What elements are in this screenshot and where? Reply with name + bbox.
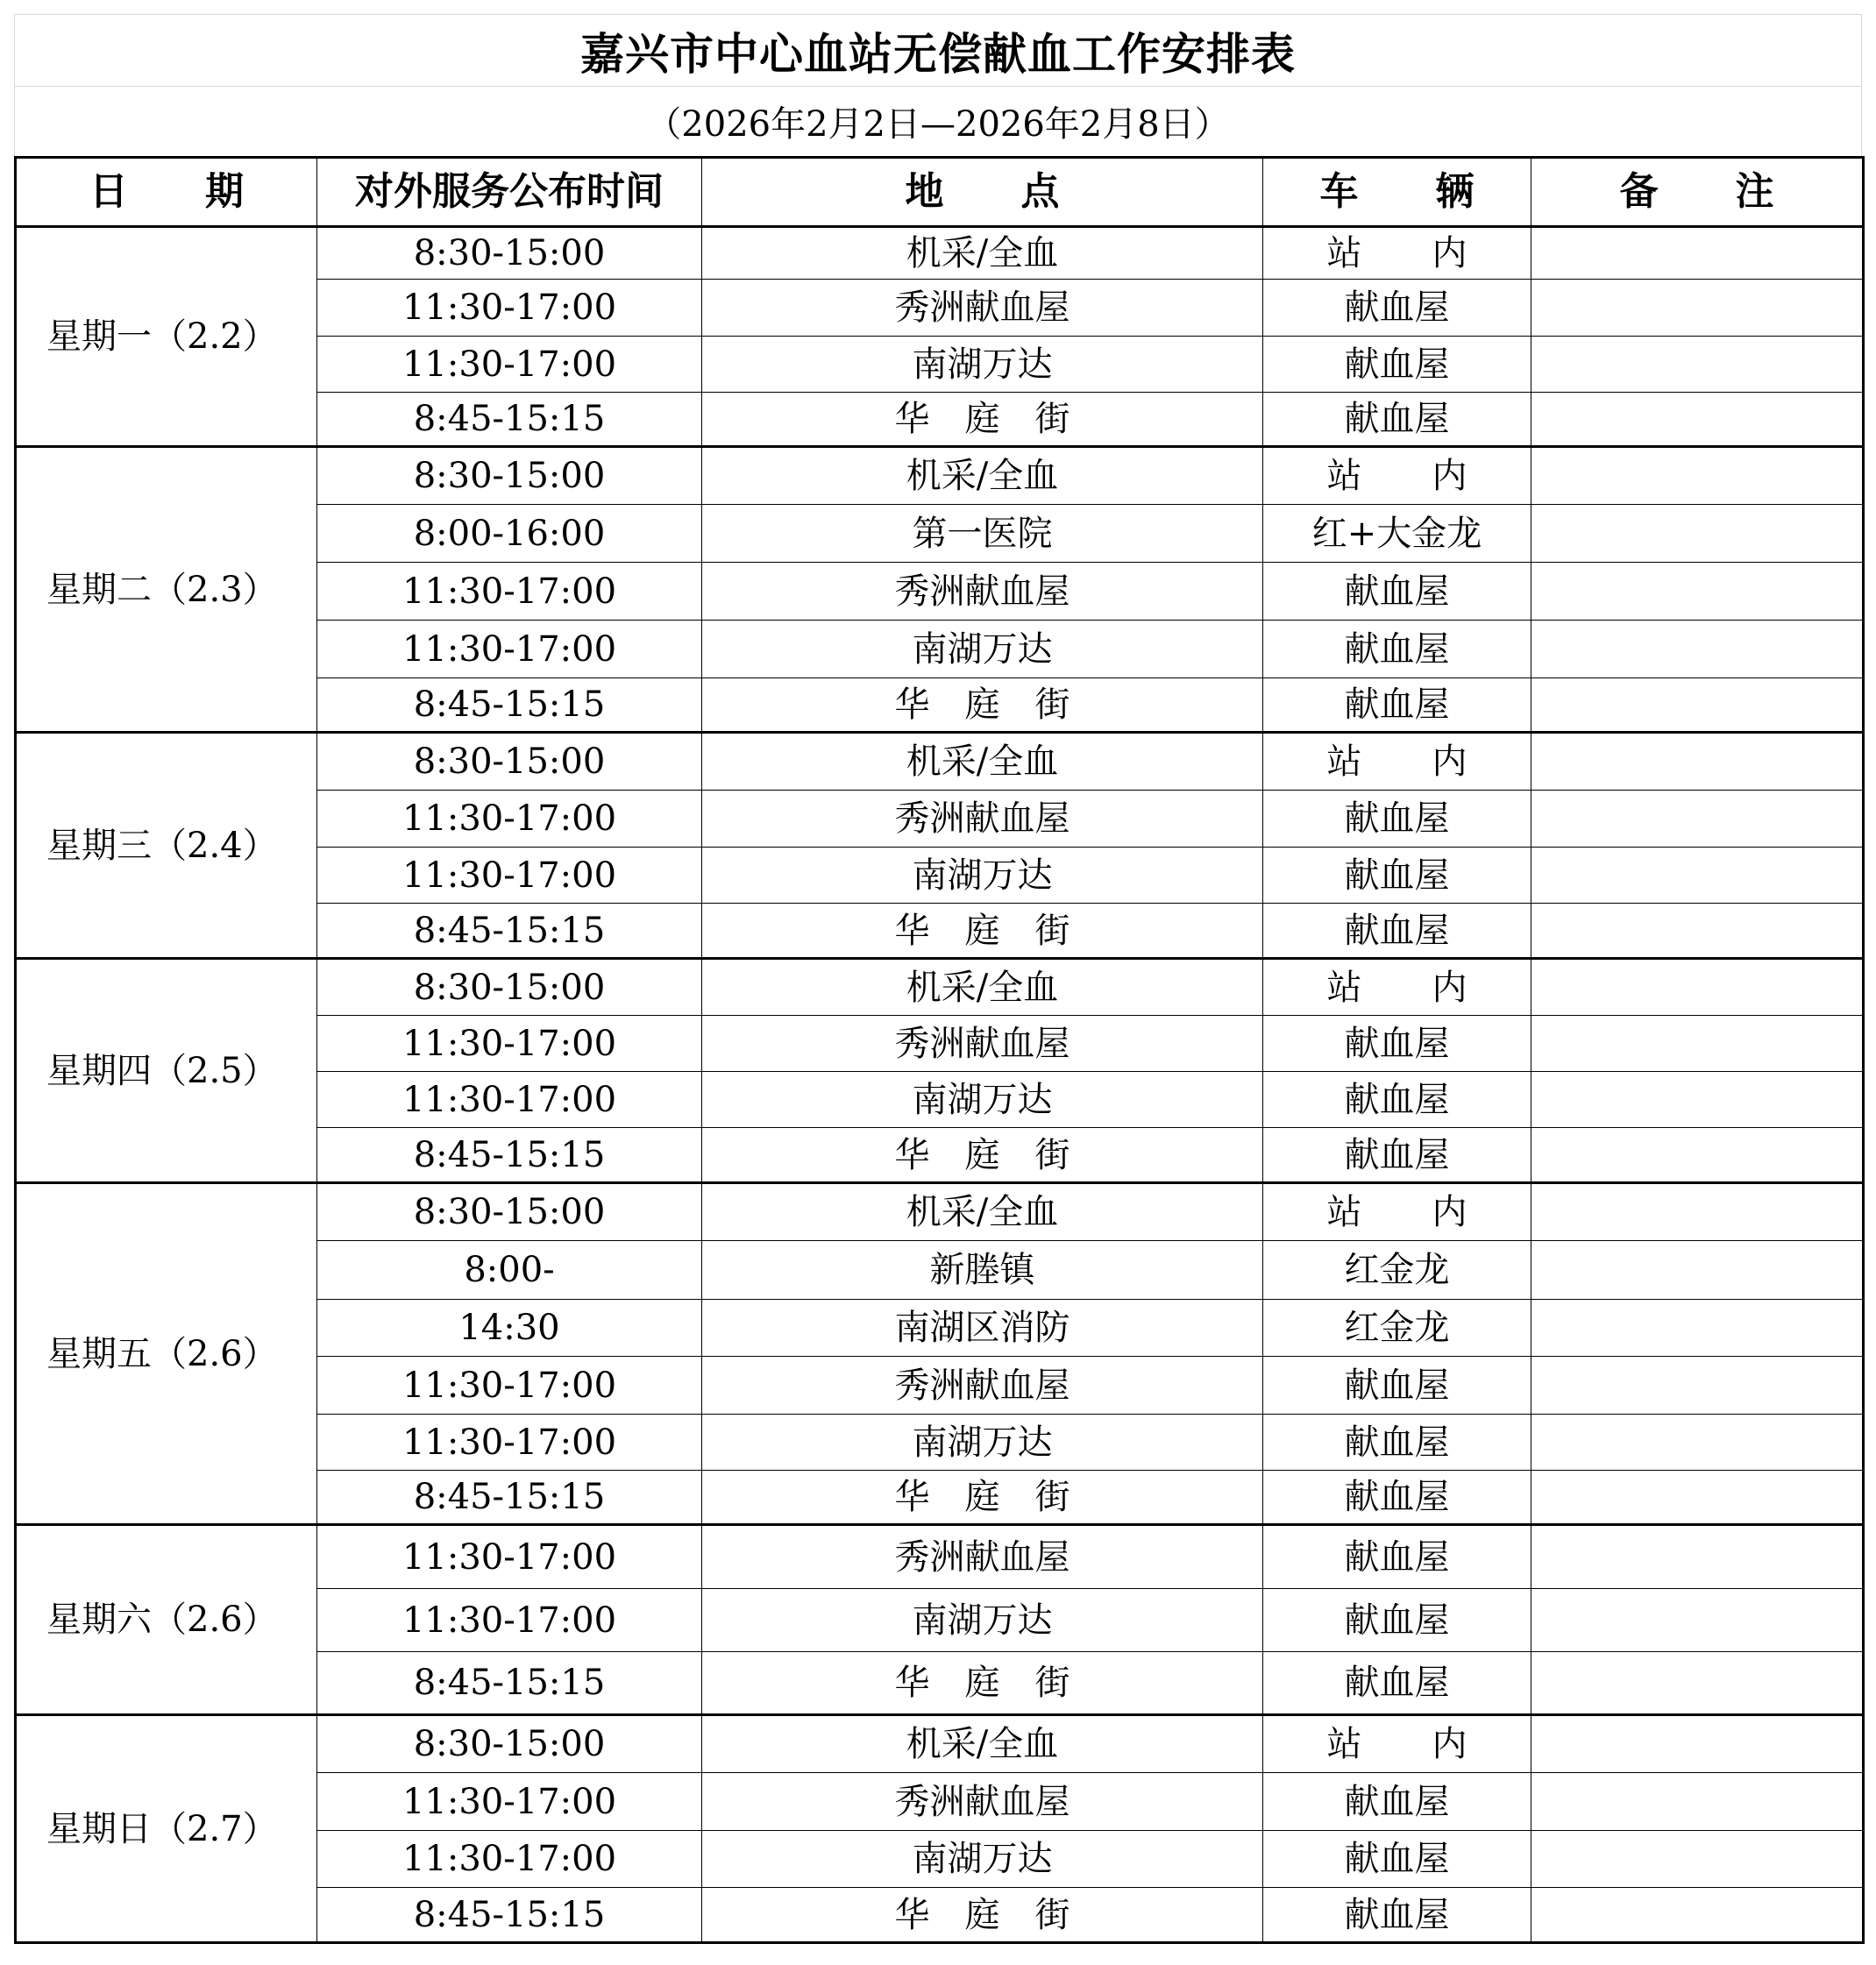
- note-cell: [1531, 1357, 1864, 1415]
- vehicle-cell: 献血屋: [1263, 1652, 1531, 1715]
- time-cell: 8:45-15:15: [317, 904, 702, 959]
- time-cell: 14:30: [317, 1300, 702, 1357]
- location-cell: 机采/全血: [702, 447, 1263, 505]
- vehicle-cell: 献血屋: [1263, 1016, 1531, 1072]
- note-cell: [1531, 1241, 1864, 1300]
- vehicle-cell: 献血屋: [1263, 1888, 1531, 1943]
- vehicle-cell: 献血屋: [1263, 1831, 1531, 1888]
- schedule-sheet: [14, 14, 1862, 1944]
- vehicle-cell: 献血屋: [1263, 848, 1531, 904]
- location-cell: 华 庭 街: [702, 393, 1263, 447]
- time-cell: 11:30-17:00: [317, 791, 702, 848]
- location-cell: 秀洲献血屋: [702, 1773, 1263, 1831]
- vehicle-cell: 献血屋: [1263, 563, 1531, 621]
- table-row: [16, 227, 1864, 280]
- time-cell: 11:30-17:00: [317, 1831, 702, 1888]
- vehicle-cell: 献血屋: [1263, 791, 1531, 848]
- vehicle-cell: 站 内: [1263, 1183, 1531, 1241]
- location-cell: 华 庭 街: [702, 1471, 1263, 1525]
- time-cell: 8:45-15:15: [317, 1888, 702, 1943]
- location-cell: 秀洲献血屋: [702, 791, 1263, 848]
- note-cell: [1531, 447, 1864, 505]
- note-cell: [1531, 678, 1864, 733]
- day-label: 星期六（2.6）: [16, 1525, 317, 1715]
- note-cell: [1531, 280, 1864, 337]
- day-label: 星期日（2.7）: [16, 1715, 317, 1943]
- page-title: 嘉兴市中心血站无偿献血工作安排表: [580, 28, 1296, 80]
- vehicle-cell: 献血屋: [1263, 678, 1531, 733]
- location-cell: 华 庭 街: [702, 904, 1263, 959]
- header-location: 地 点: [702, 158, 1263, 227]
- location-cell: 南湖万达: [702, 621, 1263, 678]
- vehicle-cell: 献血屋: [1263, 337, 1531, 393]
- table-row: [16, 1183, 1864, 1241]
- header-time: 对外服务公布时间: [317, 158, 702, 227]
- table-row: [16, 447, 1864, 505]
- location-cell: 南湖万达: [702, 337, 1263, 393]
- vehicle-cell: 站 内: [1263, 447, 1531, 505]
- time-cell: 8:30-15:00: [317, 1715, 702, 1773]
- time-cell: 11:30-17:00: [317, 1016, 702, 1072]
- location-cell: 华 庭 街: [702, 1888, 1263, 1943]
- note-cell: [1531, 733, 1864, 791]
- time-cell: 11:30-17:00: [317, 1773, 702, 1831]
- location-cell: 华 庭 街: [702, 1652, 1263, 1715]
- vehicle-cell: 献血屋: [1263, 1525, 1531, 1589]
- vehicle-cell: 献血屋: [1263, 1589, 1531, 1652]
- note-cell: [1531, 505, 1864, 563]
- location-cell: 秀洲献血屋: [702, 1016, 1263, 1072]
- time-cell: 11:30-17:00: [317, 1415, 702, 1471]
- schedule-table: [14, 156, 1865, 1944]
- location-cell: 机采/全血: [702, 1183, 1263, 1241]
- subtitle-row: [14, 86, 1862, 156]
- note-cell: [1531, 791, 1864, 848]
- table-row: [16, 959, 1864, 1016]
- location-cell: 秀洲献血屋: [702, 1525, 1263, 1589]
- vehicle-cell: 献血屋: [1263, 1072, 1531, 1128]
- vehicle-cell: 献血屋: [1263, 1357, 1531, 1415]
- note-cell: [1531, 337, 1864, 393]
- time-cell: 8:30-15:00: [317, 447, 702, 505]
- note-cell: [1531, 393, 1864, 447]
- table-row: [16, 1525, 1864, 1589]
- note-cell: [1531, 1525, 1864, 1589]
- location-cell: 机采/全血: [702, 1715, 1263, 1773]
- note-cell: [1531, 904, 1864, 959]
- time-cell: 8:00-16:00: [317, 505, 702, 563]
- note-cell: [1531, 959, 1864, 1016]
- time-cell: 8:30-15:00: [317, 1183, 702, 1241]
- note-cell: [1531, 1831, 1864, 1888]
- time-cell: 8:45-15:15: [317, 678, 702, 733]
- vehicle-cell: 献血屋: [1263, 393, 1531, 447]
- day-label: 星期四（2.5）: [16, 959, 317, 1183]
- location-cell: 南湖区消防: [702, 1300, 1263, 1357]
- time-cell: 8:45-15:15: [317, 393, 702, 447]
- note-cell: [1531, 1471, 1864, 1525]
- time-cell: 11:30-17:00: [317, 563, 702, 621]
- time-cell: 11:30-17:00: [317, 1525, 702, 1589]
- vehicle-cell: 献血屋: [1263, 1128, 1531, 1183]
- title-row: [14, 14, 1862, 86]
- header-note: 备 注: [1531, 158, 1864, 227]
- date-range-subtitle: （2026年2月2日—2026年2月8日）: [646, 104, 1230, 145]
- location-cell: 华 庭 街: [702, 678, 1263, 733]
- time-cell: 8:30-15:00: [317, 227, 702, 280]
- time-cell: 11:30-17:00: [317, 1589, 702, 1652]
- vehicle-cell: 站 内: [1263, 733, 1531, 791]
- vehicle-cell: 站 内: [1263, 1715, 1531, 1773]
- vehicle-cell: 红+大金龙: [1263, 505, 1531, 563]
- header-row: [16, 158, 1864, 227]
- location-cell: 南湖万达: [702, 1831, 1263, 1888]
- note-cell: [1531, 1183, 1864, 1241]
- location-cell: 华 庭 街: [702, 1128, 1263, 1183]
- note-cell: [1531, 1715, 1864, 1773]
- note-cell: [1531, 848, 1864, 904]
- time-cell: 11:30-17:00: [317, 337, 702, 393]
- location-cell: 南湖万达: [702, 1072, 1263, 1128]
- time-cell: 8:30-15:00: [317, 959, 702, 1016]
- note-cell: [1531, 1016, 1864, 1072]
- time-cell: 11:30-17:00: [317, 1072, 702, 1128]
- location-cell: 南湖万达: [702, 1415, 1263, 1471]
- location-cell: 第一医院: [702, 505, 1263, 563]
- location-cell: 机采/全血: [702, 733, 1263, 791]
- time-cell: 8:45-15:15: [317, 1471, 702, 1525]
- time-cell: 11:30-17:00: [317, 848, 702, 904]
- time-cell: 8:45-15:15: [317, 1652, 702, 1715]
- vehicle-cell: 红金龙: [1263, 1241, 1531, 1300]
- vehicle-cell: 献血屋: [1263, 1773, 1531, 1831]
- vehicle-cell: 站 内: [1263, 959, 1531, 1016]
- day-label: 星期五（2.6）: [16, 1183, 317, 1525]
- table-row: [16, 733, 1864, 791]
- day-label: 星期二（2.3）: [16, 447, 317, 733]
- vehicle-cell: 红金龙: [1263, 1300, 1531, 1357]
- time-cell: 8:30-15:00: [317, 733, 702, 791]
- vehicle-cell: 献血屋: [1263, 621, 1531, 678]
- note-cell: [1531, 1300, 1864, 1357]
- note-cell: [1531, 1415, 1864, 1471]
- location-cell: 秀洲献血屋: [702, 280, 1263, 337]
- schedule-body: [16, 227, 1864, 1943]
- location-cell: 机采/全血: [702, 227, 1263, 280]
- note-cell: [1531, 1589, 1864, 1652]
- day-label: 星期三（2.4）: [16, 733, 317, 959]
- header-vehicle: 车 辆: [1263, 158, 1531, 227]
- location-cell: 南湖万达: [702, 848, 1263, 904]
- vehicle-cell: 献血屋: [1263, 280, 1531, 337]
- note-cell: [1531, 1652, 1864, 1715]
- vehicle-cell: 站 内: [1263, 227, 1531, 280]
- note-cell: [1531, 1773, 1864, 1831]
- vehicle-cell: 献血屋: [1263, 904, 1531, 959]
- location-cell: 新塍镇: [702, 1241, 1263, 1300]
- time-cell: 11:30-17:00: [317, 621, 702, 678]
- time-cell: 11:30-17:00: [317, 1357, 702, 1415]
- note-cell: [1531, 227, 1864, 280]
- time-cell: 11:30-17:00: [317, 280, 702, 337]
- header-date: 日 期: [16, 158, 317, 227]
- location-cell: 机采/全血: [702, 959, 1263, 1016]
- note-cell: [1531, 563, 1864, 621]
- note-cell: [1531, 1072, 1864, 1128]
- location-cell: 秀洲献血屋: [702, 1357, 1263, 1415]
- vehicle-cell: 献血屋: [1263, 1415, 1531, 1471]
- table-row: [16, 1715, 1864, 1773]
- location-cell: 南湖万达: [702, 1589, 1263, 1652]
- vehicle-cell: 献血屋: [1263, 1471, 1531, 1525]
- time-cell: 8:45-15:15: [317, 1128, 702, 1183]
- note-cell: [1531, 1888, 1864, 1943]
- day-label: 星期一（2.2）: [16, 227, 317, 447]
- location-cell: 秀洲献血屋: [702, 563, 1263, 621]
- time-cell: 8:00-: [317, 1241, 702, 1300]
- note-cell: [1531, 1128, 1864, 1183]
- note-cell: [1531, 621, 1864, 678]
